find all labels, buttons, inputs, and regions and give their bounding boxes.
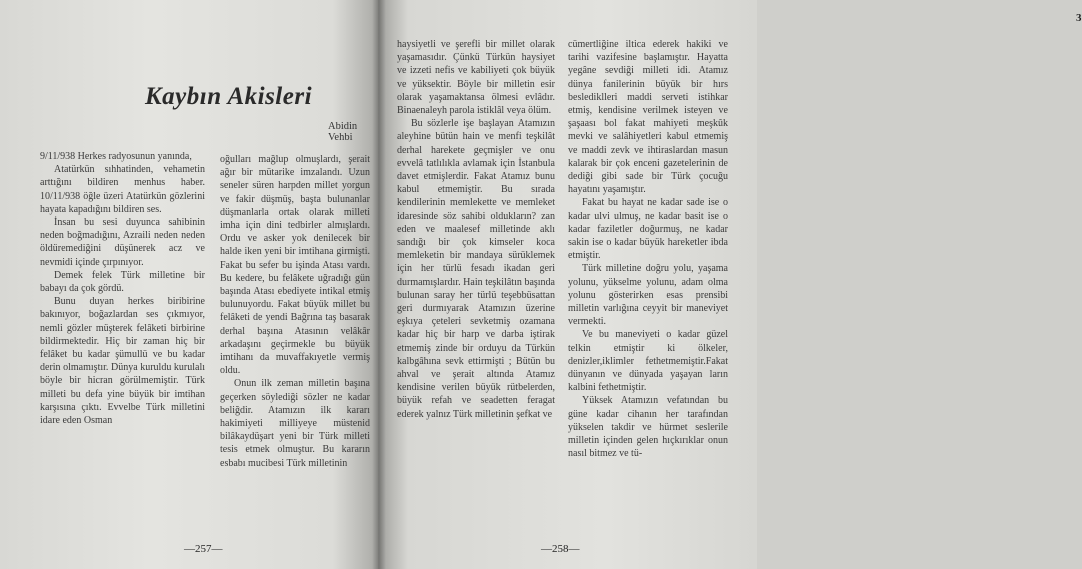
left-column-1 (40, 150, 205, 427)
paragraph: Fakat bu hayat ne kadar sade ise o kadar ulvi ulmuş, ne kadar basit ise o kadar faziletler doğurmuş, ne kadar sakin ise o kadar büyük hareketler ibda etmiştir. (568, 197, 728, 262)
paragraph: haysiyetli ve şerefli bir millet olarak yaşamasıdır. Çünkü Türkün haysiyet ve izzeti nefis ve kabiliyeti çok büyük ve yüksektir. Böyle bir milletin esir olarak yaşamaktansa ölmesi evlâdır. Binaenaleyh parola istiklâl veya ölüm. (397, 39, 555, 117)
author-name: Abidin Vehbi (328, 121, 358, 143)
right-column-2 (568, 38, 728, 461)
right-column-1 (397, 38, 555, 421)
paragraph: 9/11/938 Herkes radyosunun yanında, (40, 151, 192, 162)
paragraph: Demek felek Türk milletine bir babayı da çok gördü. (40, 269, 205, 295)
paragraph: Bunu duyan herkes biribirine bakınıyor, boğazlardan ses çıkmıyor, nemli gözler müşterek felâketi birbirine bildirmektedir. Hiç bir zaman hiç bir felâket bu kadar şümullü ve bu kadar derin olmamıştır. Dünya kuruldu kurulalı böyle bir hicran görülmemiştir. Türk milleti bu defa yine büyük bir imtihan karşısına çıktı. Evvelbe Türk milletini idare eden Osman (40, 296, 205, 427)
paragraph: Türk milletine doğru yolu, yaşama yolunu, yükselme yolunu, adam olma yolunu gösterirken esas prensibi milletin varlığına ceyyit bir maneviyet vermekti. (568, 263, 728, 328)
paragraph: oğulları mağlup olmuşlardı, şerait ağır bir mütarike imzalandı. Uzun seneler süren harpden millet yorgun ve fakir düşmüş, başta bulunanlar düşmanlarla ortak olarak milleti imha için dini tedbirler almışlardı. Ordu ve asker yok denilecek bir halde iken yeni bir imtihana girmişti. Fakat bu sefer bu işinda Atası vardı. Bu kedere, bu felâkete uğradığı gün başında Atası ebediyete intikal etmiş bulunuyordu. Fakat büyük millet bu felâketi de yendi Bağrına taş basarak derhal başına Atasının velâkâr arkadaşını geçirmekle bu büyük imtihanı da muvaffakıyetle vermiş oldu. (220, 154, 370, 377)
left-page (0, 0, 378, 569)
paragraph: Yüksek Atamızın vefatından bu güne kadar cihanın her tarafından yükselen takdir ve hürmet seslerile milletin içinden gelen hıçkırıklar onun nasıl bitmez ve tü- (568, 395, 728, 460)
paragraph: Ve bu maneviyeti o kadar güzel telkin etmiştir ki ölkeler, denizler,iklimler fethetmemiştir.Fakat dünyanın ve dünyada yaşayan ların kalbini fethetmiştir. (568, 329, 728, 394)
paragraph: Bu sözlerle işe başlayan Atamızın aleyhine bütün hain ve menfi teşkilât derhal harekete geçmişler ve onu evvelâ tatlılıkla avlamak için İstanbula davet etmişlerdir. Fakat Atamız bunu kabul etmemiştir. Bu sırada kendilerinin memlekette ve memleket idaresinde söz sahibi oldukların? zan eden ve maalesef milletinde aklı sandığı bir çok kimseler koca memleketin bir mandaya sürüklemek için her türlü fesadı ikadan geri durmamışlardır. Hain teşkilâtın başında bulunan saray her türlü teşebbüsattan geri durmıyarak Atamızın üzerine eşkıya çeteleri sevketmiş ozamana kadar hiç bir harp ve darba iştirak etmemiş zinde bir orduyu da Türkün kalbgâhına sevk ettirmişti ; Bütün bu ahval ve şerait altında Atamız kendisine verilen büyük rütbelerden, büyük refah ve seadetten feragat ederek yalnız Türk milletinin şefkat ve (397, 118, 555, 420)
page-number-right: —258— (541, 543, 580, 555)
paragraph: Onun ilk zeman milletin başına geçerken söylediği sözler ne kadar beliğdir. Atamızın ilk kararı hakimiyeti milliyeye müstenid bilâkaydüşart yeni bir Türk milleti tesis etmek olmuştur. Bu kararın esbabı mucibesi Türk milletinin (220, 378, 370, 469)
article-title: Kaybın Akisleri (145, 83, 313, 110)
left-column-2 (220, 153, 370, 470)
page-number-left: —257— (184, 543, 223, 555)
book-gutter (372, 0, 386, 569)
right-page (378, 0, 1082, 569)
paragraph: Atatürkün sıhhatinden, vehametin arttığını bildiren menhus haber. 10/11/938 öğle üzeri Atatürkün gözlerini hayata kapadığını bildiren ses. (40, 164, 205, 215)
paragraph: cümertliğine iltica ederek hakiki ve tarihi vazifesine başlamıştır. Hayatta yegâne sevdiği milleti idi. Atamız dünya fanilerinin büyük bir hırs beslediklleri maddi serveti istihkar etmiş, kendisine verilmek isteyen ve şaşaası bol fakat mahiyeti meşkûk mevki ve salâhiyetleri kabul etmemiş ve maddi zevk ve ihtiraslardan masun kalarak bir çok enceni gazetelerinin de dediği gibi sade bir Türk çocuğu hayatını yaşamıştır. (568, 39, 728, 196)
paragraph: İnsan bu sesi duyunca sahibinin neden boğmadığını, Azraili neden neden öldüremediğini düşünerek acz ve nevmidi içinde çırpınıyor. (40, 217, 205, 268)
page-number-top: 3 (1076, 12, 1082, 24)
